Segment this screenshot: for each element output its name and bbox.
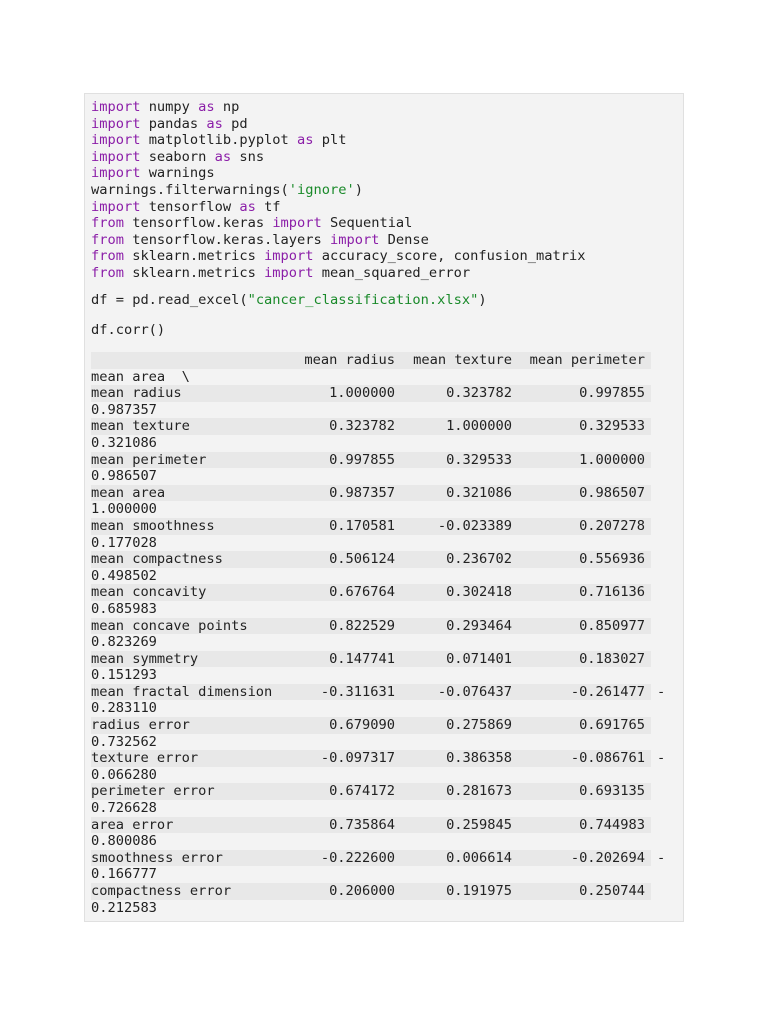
code-keyword: import bbox=[91, 198, 141, 215]
table-row bbox=[91, 418, 651, 435]
code-text: sklearn.metrics bbox=[123, 248, 265, 265]
code-keyword: as bbox=[214, 148, 232, 165]
cell-mean-texture: 0.293464 bbox=[446, 617, 512, 634]
code-keyword: as bbox=[206, 115, 223, 132]
code-line bbox=[91, 132, 585, 149]
table-row-wrap bbox=[91, 800, 651, 817]
row-label: mean radius bbox=[91, 385, 182, 402]
table-row bbox=[91, 518, 651, 535]
cell-mean-radius: 1.000000 bbox=[329, 385, 395, 402]
table-row bbox=[91, 883, 651, 900]
code-text: np bbox=[214, 99, 240, 115]
code-keyword: as bbox=[198, 99, 215, 115]
cell-mean-radius: 0.506124 bbox=[329, 551, 395, 568]
code-keyword: import bbox=[91, 99, 141, 115]
row-label: mean area bbox=[91, 484, 166, 501]
code-text: ) bbox=[354, 181, 363, 198]
code-string: "cancer_classification.xlsx" bbox=[247, 292, 479, 308]
table-header-row bbox=[91, 352, 651, 369]
table-row-wrap bbox=[91, 900, 651, 917]
cell-mean-texture: 0.275869 bbox=[446, 717, 512, 734]
table-row bbox=[91, 584, 651, 601]
cell-mean-radius: 0.206000 bbox=[329, 883, 395, 899]
row-label: mean concavity bbox=[91, 584, 207, 601]
cell-mean-area: 0.177028 bbox=[91, 534, 157, 551]
cell-mean-radius: 0.735864 bbox=[329, 816, 395, 833]
cell-mean-texture: 0.329533 bbox=[446, 451, 512, 468]
table-row bbox=[91, 551, 651, 568]
table-row bbox=[91, 683, 666, 701]
cell-mean-radius: 0.674172 bbox=[329, 783, 395, 800]
cell-mean-texture: 1.000000 bbox=[446, 418, 512, 435]
table-row-wrap bbox=[91, 634, 651, 651]
table-row-wrap bbox=[91, 468, 651, 485]
code-text: numpy bbox=[140, 99, 199, 115]
cell-mean-area: 0.066280 bbox=[91, 766, 157, 783]
code-keyword: from bbox=[91, 231, 124, 248]
cell-mean-texture: 0.006614 bbox=[446, 849, 512, 866]
code-text: tensorflow.keras bbox=[123, 215, 273, 232]
cell-mean-texture: 0.236702 bbox=[446, 551, 512, 568]
code-text: sns bbox=[231, 148, 265, 165]
table-row bbox=[91, 618, 651, 635]
cell-mean-area: 0.685983 bbox=[91, 600, 157, 617]
code-line bbox=[91, 116, 585, 133]
cell-mean-perimeter: 0.250744 bbox=[579, 883, 645, 899]
cell-mean-radius: -0.311631 bbox=[320, 683, 395, 700]
cell-mean-area: 0.498502 bbox=[91, 567, 157, 584]
cell-mean-area: 0.212583 bbox=[91, 899, 157, 916]
code-text: tensorflow.keras.layers bbox=[123, 231, 330, 248]
table-row-wrap bbox=[91, 767, 651, 784]
row-label: radius error bbox=[91, 717, 190, 734]
table-row bbox=[91, 849, 666, 867]
table-row-wrap bbox=[91, 833, 651, 850]
row-label: mean texture bbox=[91, 418, 190, 435]
code-keyword: import bbox=[91, 148, 141, 165]
row-label: mean concave points bbox=[91, 617, 248, 634]
code-block[interactable] bbox=[91, 99, 585, 282]
header-mean-perimeter: mean perimeter bbox=[529, 352, 645, 368]
cell-mean-perimeter: 0.207278 bbox=[579, 517, 645, 534]
row-label: mean smoothness bbox=[91, 517, 215, 534]
cell-mean-texture: 0.302418 bbox=[446, 584, 512, 601]
cell-mean-area: 0.823269 bbox=[91, 634, 157, 651]
code-keyword: import bbox=[329, 231, 380, 248]
code-keyword: from bbox=[91, 264, 124, 281]
table-row bbox=[91, 750, 666, 767]
wrapped-minus-sign: - bbox=[657, 683, 666, 700]
row-label: perimeter error bbox=[91, 783, 215, 800]
cell-mean-radius: 0.822529 bbox=[329, 617, 395, 634]
cell-mean-area: 0.151293 bbox=[91, 667, 157, 684]
cell-mean-perimeter: -0.086761 bbox=[570, 750, 645, 767]
code-text: mean_squared_error bbox=[313, 264, 471, 281]
row-label: compactness error bbox=[91, 883, 232, 899]
cell-mean-perimeter: 0.744983 bbox=[579, 816, 645, 833]
table-row bbox=[91, 651, 651, 668]
cell-mean-radius: 0.676764 bbox=[329, 584, 395, 601]
table-row-wrap bbox=[91, 435, 651, 452]
code-line bbox=[91, 99, 585, 116]
cell-mean-perimeter: 0.329533 bbox=[579, 418, 645, 435]
code-text: sklearn.metrics bbox=[123, 264, 265, 281]
table-header-continuation bbox=[91, 369, 651, 386]
cell-mean-perimeter: 0.556936 bbox=[579, 551, 645, 568]
cell-mean-radius: 0.147741 bbox=[329, 650, 395, 667]
code-text: pd bbox=[222, 115, 248, 132]
cell-mean-area: 0.726628 bbox=[91, 800, 157, 817]
table-row-wrap bbox=[91, 501, 651, 518]
table-row bbox=[91, 385, 651, 402]
code-line bbox=[91, 215, 585, 232]
cell-mean-area: 0.987357 bbox=[91, 401, 157, 418]
code-text: pandas bbox=[140, 115, 207, 132]
cell-mean-radius: 0.170581 bbox=[329, 517, 395, 534]
cell-mean-perimeter: 0.183027 bbox=[579, 650, 645, 667]
cell-mean-texture: 0.281673 bbox=[446, 783, 512, 800]
table-row-wrap bbox=[91, 601, 651, 618]
cell-mean-area: 1.000000 bbox=[91, 501, 157, 518]
code-keyword: import bbox=[91, 132, 141, 149]
cell-mean-texture: 0.191975 bbox=[446, 883, 512, 899]
cell-mean-radius: -0.097317 bbox=[320, 750, 395, 767]
cell-mean-texture: 0.259845 bbox=[446, 816, 512, 833]
table-row-wrap bbox=[91, 700, 651, 717]
row-label: mean fractal dimension bbox=[91, 683, 273, 700]
read-excel-command[interactable] bbox=[91, 292, 487, 309]
code-text: accuracy_score, confusion_matrix bbox=[313, 248, 586, 265]
header-mean-radius: mean radius bbox=[304, 352, 395, 368]
code-line bbox=[91, 149, 585, 166]
table-row-wrap bbox=[91, 568, 651, 585]
header-mean-area: mean area \ bbox=[91, 368, 190, 385]
cell-mean-texture: 0.321086 bbox=[446, 484, 512, 501]
code-text: warnings.filterwarnings( bbox=[91, 181, 289, 198]
code-line bbox=[91, 248, 585, 265]
code-text: seaborn bbox=[140, 148, 215, 165]
code-line bbox=[91, 165, 585, 182]
cell-mean-radius: 0.323782 bbox=[329, 418, 395, 435]
table-row bbox=[91, 783, 651, 800]
wrapped-minus-sign: - bbox=[657, 750, 666, 767]
cell-mean-texture: 0.386358 bbox=[446, 750, 512, 767]
cell-mean-area: 0.986507 bbox=[91, 468, 157, 485]
code-text: warnings bbox=[140, 165, 215, 182]
code-keyword: as bbox=[239, 198, 256, 215]
code-text: tf bbox=[255, 198, 281, 215]
cell-mean-texture: 0.323782 bbox=[446, 385, 512, 402]
notebook-cell-panel bbox=[84, 93, 684, 922]
cell-mean-perimeter: -0.261477 bbox=[570, 683, 645, 700]
cell-mean-perimeter: 0.850977 bbox=[579, 617, 645, 634]
code-keyword: import bbox=[91, 115, 141, 132]
code-text: Sequential bbox=[321, 215, 413, 232]
cell-mean-area: 0.166777 bbox=[91, 866, 157, 883]
code-text: tensorflow bbox=[140, 198, 240, 215]
cell-mean-area: 0.800086 bbox=[91, 833, 157, 850]
table-row bbox=[91, 485, 651, 502]
row-label: texture error bbox=[91, 750, 199, 767]
cell-mean-radius: 0.997855 bbox=[329, 451, 395, 468]
header-mean-texture: mean texture bbox=[413, 352, 512, 368]
cell-mean-radius: -0.222600 bbox=[320, 849, 395, 866]
cell-mean-area: 0.283110 bbox=[91, 700, 157, 717]
table-row bbox=[91, 452, 651, 469]
cell-mean-texture: 0.071401 bbox=[446, 650, 512, 667]
cell-mean-perimeter: 0.716136 bbox=[579, 584, 645, 601]
correlation-output-table bbox=[91, 352, 666, 916]
cell-mean-radius: 0.987357 bbox=[329, 484, 395, 501]
cell-mean-texture: -0.076437 bbox=[437, 683, 512, 700]
code-line bbox=[91, 182, 585, 199]
row-label: smoothness error bbox=[91, 849, 223, 866]
cell-mean-perimeter: 1.000000 bbox=[579, 451, 645, 468]
row-label: area error bbox=[91, 816, 174, 833]
cell-mean-perimeter: -0.202694 bbox=[570, 849, 645, 866]
row-label: mean perimeter bbox=[91, 451, 207, 468]
code-keyword: import bbox=[272, 215, 322, 232]
code-string: 'ignore' bbox=[288, 181, 355, 198]
code-keyword: as bbox=[297, 132, 314, 149]
cell-mean-radius: 0.679090 bbox=[329, 717, 395, 734]
cell-mean-perimeter: 0.693135 bbox=[579, 783, 645, 800]
table-row-wrap bbox=[91, 535, 651, 552]
table-row-wrap bbox=[91, 734, 651, 751]
code-text: ) bbox=[478, 292, 487, 308]
code-text: matplotlib.pyplot bbox=[140, 132, 298, 149]
code-keyword: from bbox=[91, 215, 124, 232]
cell-mean-perimeter: 0.997855 bbox=[579, 385, 645, 402]
table-row-wrap bbox=[91, 866, 651, 883]
wrapped-minus-sign: - bbox=[657, 849, 666, 866]
cell-mean-perimeter: 0.986507 bbox=[579, 484, 645, 501]
cell-mean-area: 0.321086 bbox=[91, 434, 157, 451]
code-keyword: import bbox=[264, 264, 314, 281]
code-keyword: import bbox=[264, 248, 314, 265]
table-row bbox=[91, 817, 651, 834]
code-text: Dense bbox=[379, 231, 429, 248]
cell-mean-perimeter: 0.691765 bbox=[579, 717, 645, 734]
row-label: mean compactness bbox=[91, 551, 223, 568]
table-row-wrap bbox=[91, 667, 651, 684]
code-text: plt bbox=[313, 132, 347, 149]
table-row-wrap bbox=[91, 402, 651, 419]
cell-mean-area: 0.732562 bbox=[91, 733, 157, 750]
corr-command[interactable]: df.corr() bbox=[91, 322, 166, 338]
cell-mean-texture: -0.023389 bbox=[437, 517, 512, 534]
code-keyword: from bbox=[91, 248, 124, 265]
code-line bbox=[91, 232, 585, 249]
code-keyword: import bbox=[91, 165, 141, 182]
code-line bbox=[91, 199, 585, 216]
row-label: mean symmetry bbox=[91, 650, 199, 667]
code-line bbox=[91, 265, 585, 282]
table-row bbox=[91, 717, 651, 734]
code-text: df = pd.read_excel( bbox=[91, 292, 248, 308]
